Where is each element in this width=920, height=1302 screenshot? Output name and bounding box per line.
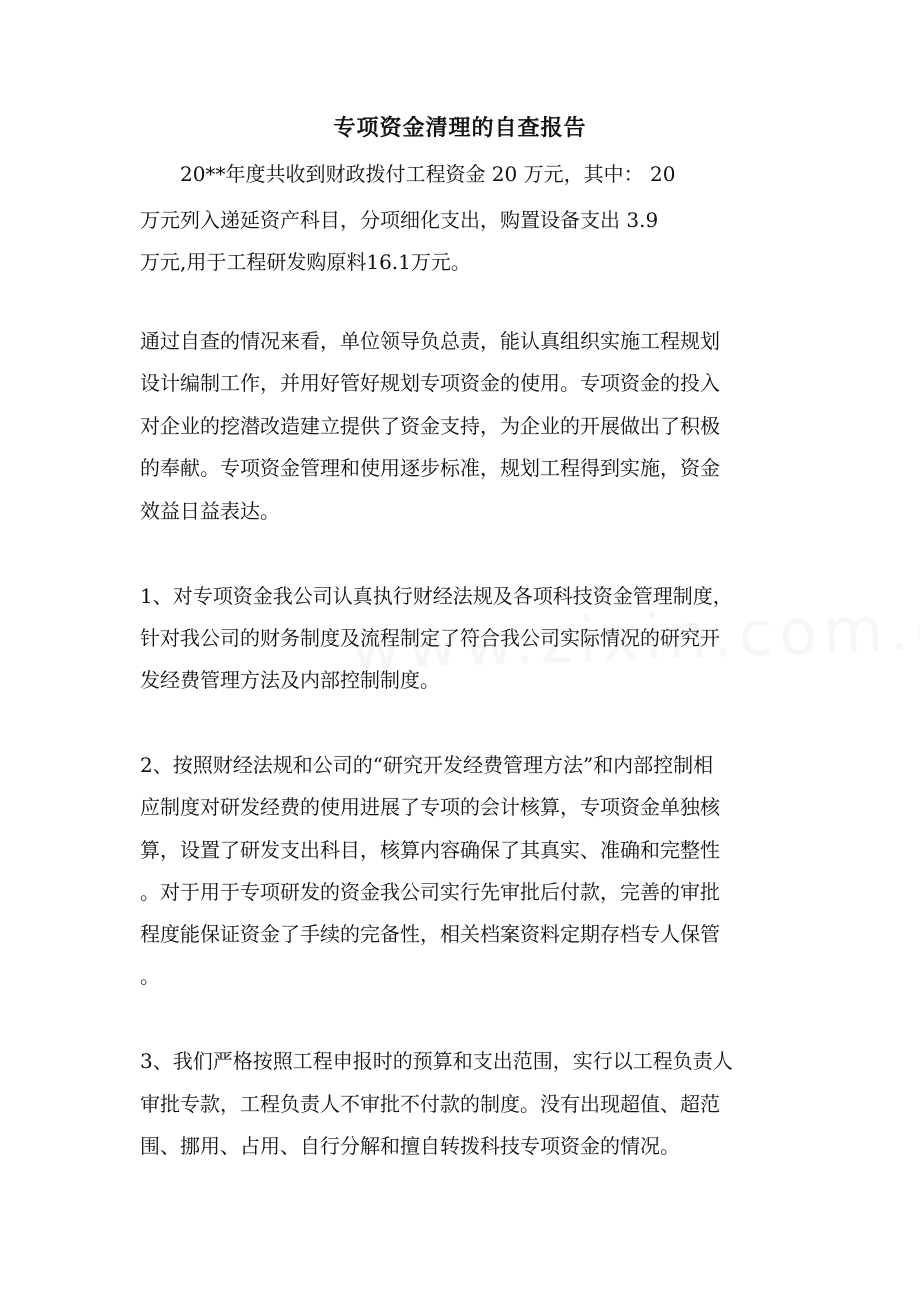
text-line: 3、我们严格按照工程申报时的预算和支出范围，实行以工程负责人 [140, 1049, 733, 1073]
text-line: 算，设置了研发支出科目，核算内容确保了其真实、准确和完整性 [140, 838, 720, 862]
text-line: 围、挪用、占用、自行分解和擅自转拨科技专项资金的情况。 [140, 1134, 680, 1158]
text-line: 针对我公司的财务制度及流程制定了符合我公司实际情况的研究开 [140, 626, 720, 650]
text-line: 程度能保证资金了手续的完备性，相关档案资料定期存档专人保管 [140, 922, 720, 946]
text-line: 应制度对研发经费的使用进展了专项的会计核算，专项资金单独核 [140, 795, 720, 819]
document-title: 专项资金清理的自查报告 [333, 115, 587, 141]
text-line: 万元列入递延资产科目，分项细化支出，购置设备支出 3.9 [140, 208, 659, 232]
text-line: 。对于用于专项研发的资金我公司实行先审批后付款，完善的审批 [140, 880, 720, 904]
text-line: 设计编制工作，并用好管好规划专项资金的使用。专项资金的投入 [140, 371, 720, 395]
text-line: 2、按照财经法规和公司的“研究开发经费管理方法”和内部控制相 [140, 753, 714, 777]
text-line: 效益日益表达。 [140, 499, 280, 523]
text-line: 万元,用于工程研发购原料16.1万元。 [140, 250, 471, 274]
text-line: 通过自查的情况来看，单位领导负总责，能认真组织实施工程规划 [140, 329, 720, 353]
text-line: 1、对专项资金我公司认真执行财经法规及各项科技资金管理制度， [140, 584, 733, 608]
text-line: 审批专款，工程负责人不审批不付款的制度。没有出现超值、超范 [140, 1092, 720, 1116]
text-line: 。 [140, 964, 160, 988]
text-line: 的奉献。专项资金管理和使用逐步标准，规划工程得到实施，资金 [140, 456, 720, 480]
text-line: 20**年度共收到财政拨付工程资金 20 万元，其中： 20 [140, 162, 676, 186]
text-line: 对企业的挖潜改造建立提供了资金支持，为企业的开展做出了积极 [140, 414, 720, 438]
text-line: 发经费管理方法及内部控制制度。 [140, 668, 440, 692]
